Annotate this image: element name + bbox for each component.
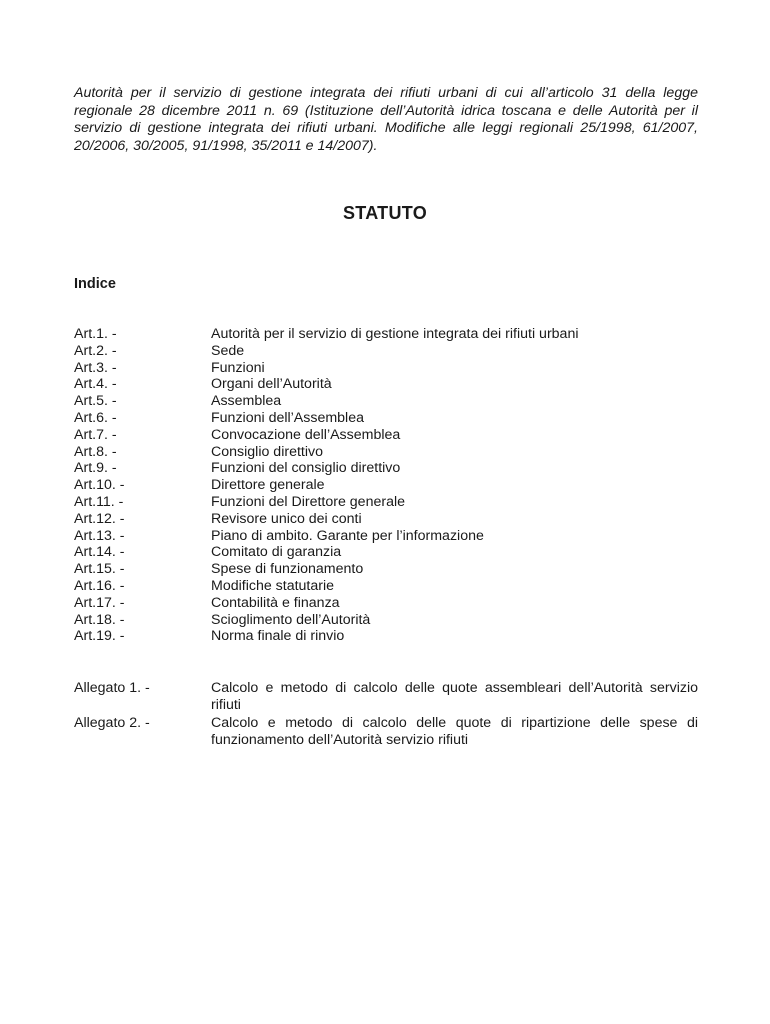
article-title: Scioglimento dell’Autorità (211, 611, 371, 628)
annex-entry (74, 680, 698, 714)
toc-entry (74, 444, 704, 461)
toc-entry (74, 528, 704, 545)
toc-entry (74, 410, 704, 427)
article-title: Spese di funzionamento (211, 561, 364, 578)
article-title: Convocazione dell’Assemblea (211, 426, 401, 443)
toc-entry (74, 612, 704, 629)
article-title: Contabilità e finanza (211, 594, 340, 611)
index-heading: Indice (74, 276, 116, 292)
document-title: STATUTO (342, 203, 428, 223)
article-number: Art.16. - (74, 577, 125, 594)
toc-entry (74, 393, 704, 410)
article-number: Art.8. - (74, 443, 117, 460)
toc-entry (74, 460, 704, 477)
article-number: Art.6. - (74, 409, 117, 426)
article-number: Art.4. - (74, 376, 117, 393)
article-title: Modifiche statutarie (211, 577, 335, 594)
table-of-contents (74, 326, 704, 645)
article-number: Art.11. - (74, 493, 124, 510)
article-title: Funzioni del consiglio direttivo (211, 460, 401, 477)
article-number: Art.10. - (74, 477, 125, 494)
toc-entry (74, 494, 704, 511)
article-title: Assemblea (211, 393, 282, 410)
annex-number: Allegato 1. - (74, 680, 150, 696)
article-title: Norma finale di rinvio (211, 628, 345, 645)
article-number: Art.3. - (74, 359, 117, 376)
article-number: Art.14. - (74, 544, 125, 561)
article-number: Art.7. - (74, 426, 117, 443)
article-title: Comitato di garanzia (211, 544, 342, 561)
toc-entry (74, 427, 704, 444)
annex-title: Calcolo e metodo di calcolo delle quote assembleari dell’Autorità servizio rifiuti (211, 680, 698, 713)
annex-list (74, 680, 698, 750)
article-number: Art.2. - (74, 342, 117, 359)
article-number: Art.15. - (74, 561, 125, 578)
article-title: Revisore unico dei conti (211, 510, 362, 527)
toc-entry (74, 544, 704, 561)
article-number: Art.18. - (74, 611, 125, 628)
annex-title: Calcolo e metodo di calcolo delle quote di ripartizione delle spese di funzionamento dell’Autorità servizio rifiuti (211, 715, 698, 748)
article-title: Funzioni (211, 359, 265, 376)
intro-paragraph: Autorità per il servizio di gestione integrata dei rifiuti urbani di cui all’articolo 31 della legge regionale 28 dicembre 2011 n. 69 (Istituzione dell’Autorità idrica toscana e delle Autorità per il servizio di gestione integrata dei rifiuti urbani. Modifiche alle leggi regionali 25/1998, 61/2007, 20/2006, 30/2005, 91/1998, 35/2011 e 14/2007). (74, 85, 698, 154)
article-title: Funzioni dell’Assemblea (211, 409, 364, 426)
toc-entry (74, 511, 704, 528)
article-title: Direttore generale (211, 477, 325, 494)
article-number: Art.12. - (74, 510, 125, 527)
annex-entry (74, 715, 698, 749)
article-number: Art.17. - (74, 594, 125, 611)
article-title: Autorità per il servizio di gestione integrata dei rifiuti urbani (211, 326, 579, 342)
article-number: Art.5. - (74, 393, 117, 410)
toc-entry (74, 561, 704, 578)
toc-entry (74, 477, 704, 494)
toc-entry (74, 628, 704, 645)
article-number: Art.9. - (74, 460, 117, 477)
article-number: Art.19. - (74, 628, 125, 645)
toc-entry (74, 343, 704, 360)
article-title: Funzioni del Direttore generale (211, 493, 406, 510)
toc-entry (74, 326, 704, 343)
article-title: Organi dell’Autorità (211, 376, 332, 393)
article-number: Art.13. - (74, 527, 125, 544)
toc-entry (74, 376, 704, 393)
article-title: Sede (211, 342, 245, 359)
article-title: Piano di ambito. Garante per l’informazione (211, 527, 484, 544)
toc-entry (74, 595, 704, 612)
toc-entry (74, 360, 704, 377)
annex-number: Allegato 2. - (74, 715, 150, 731)
article-number: Art.1. - (74, 326, 117, 342)
toc-entry (74, 578, 704, 595)
article-title: Consiglio direttivo (211, 443, 323, 460)
